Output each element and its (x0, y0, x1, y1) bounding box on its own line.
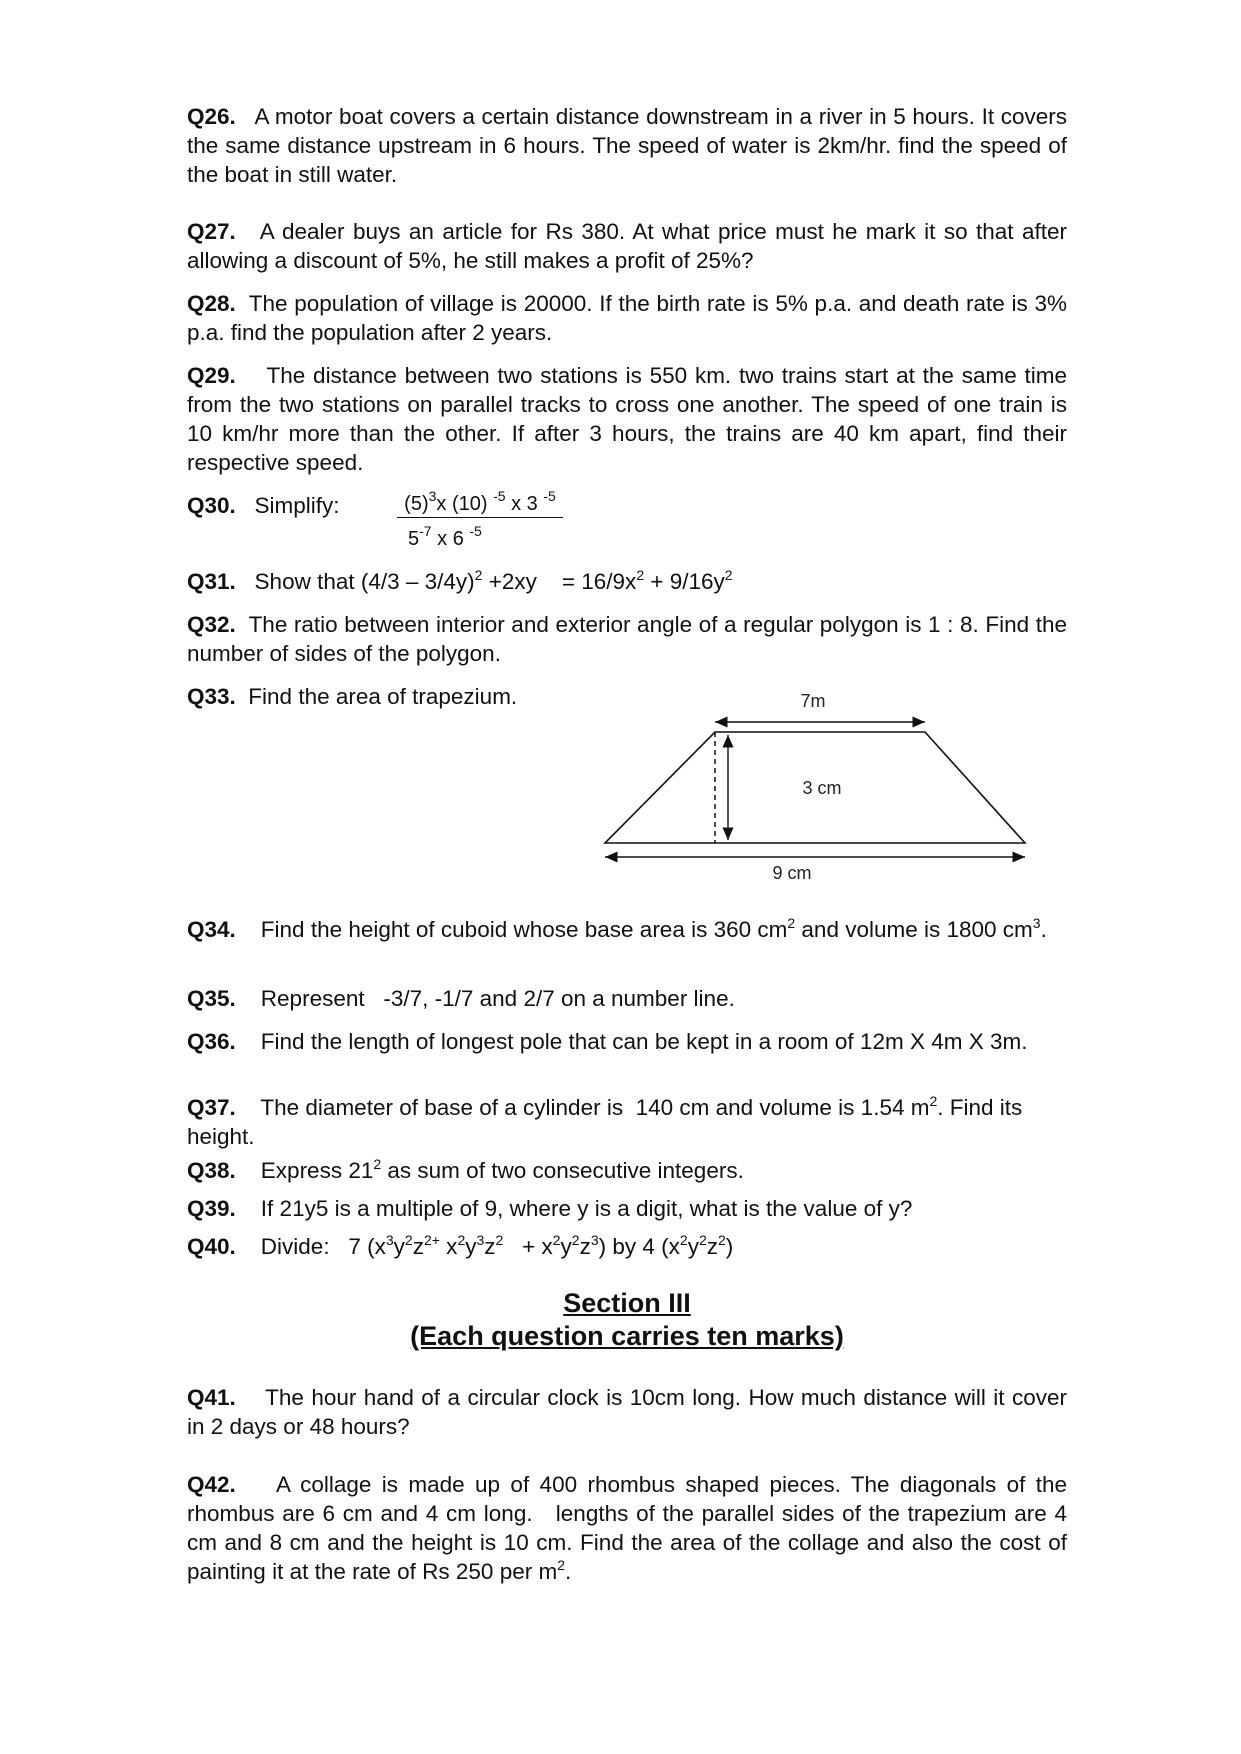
question-number: Q31. (187, 569, 236, 594)
exponent: 2 (571, 1232, 580, 1248)
question-39 (187, 1194, 1067, 1223)
question-text: The hour hand of a circular clock is 10cm long. How much distance will it cover in 2 days or 48 hours? (187, 1385, 1067, 1439)
exponent: -5 (493, 488, 506, 504)
question-number: Q39. (187, 1196, 236, 1221)
exponent: 3 (1032, 915, 1041, 931)
exponent: 2 (724, 567, 733, 583)
exponent: 2 (552, 1232, 561, 1248)
question-42 (187, 1470, 1074, 1586)
question-number: Q26. (187, 104, 236, 129)
term: y (465, 1234, 477, 1259)
question-text: and volume is 1800 cm (795, 917, 1033, 942)
question-text: A collage is made up of 400 rhombus shaped pieces. The diagonals of the rhombus are 6 cm and 4 cm long. lengths of the parallel sides of the trapezium are 4 cm and 8 cm and the height is 10 cm. Find the area of the collage and also the cost of painting it at the rate of Rs 250 per m (187, 1472, 1074, 1584)
question-text: The ratio between interior and exterior angle of a regular polygon is 1 : 8. Find the number of sides of the polygon. (187, 612, 1067, 666)
question-number: Q38. (187, 1158, 236, 1183)
question-number: Q41. (187, 1385, 236, 1410)
top-side-label: 7m (800, 691, 826, 711)
term: x 6 (431, 528, 464, 550)
question-30 (187, 491, 1067, 520)
exponent: 3 (428, 488, 437, 504)
exponent: 2 (929, 1093, 938, 1109)
exponent: 3 (385, 1232, 394, 1248)
term: +2xy = 16/9x (482, 569, 637, 594)
exponent: 3 (476, 1232, 485, 1248)
term: z (412, 1234, 424, 1259)
trapezium-figure (580, 680, 1060, 890)
question-text: as sum of two consecutive integers. (381, 1158, 744, 1183)
exponent: 2 (679, 1232, 688, 1248)
fraction-denominator (408, 523, 482, 552)
term: y (560, 1234, 572, 1259)
exponent: -5 (543, 488, 556, 504)
question-35 (187, 984, 1067, 1013)
question-32 (187, 610, 1067, 668)
term: y (393, 1234, 405, 1259)
question-26 (187, 102, 1067, 189)
height-label: 3 cm (802, 778, 842, 798)
question-text: Represent -3/7, -1/7 and 2/7 on a number line. (260, 986, 735, 1011)
term: x (439, 1234, 458, 1259)
question-text: Find the length of longest pole that can be kept in a room of 12m X 4m X 3m. (260, 1029, 1028, 1054)
question-text: If 21y5 is a multiple of 9, where y is a digit, what is the value of y? (260, 1196, 913, 1221)
exponent: 2 (698, 1232, 707, 1248)
exponent: 2 (636, 567, 645, 583)
question-number: Q27. (187, 219, 236, 244)
question-text: The distance between two stations is 550 km. two trains start at the same time from the two stations on parallel tracks to cross one another. The speed of one train is 10 km/hr more than the other. If after 3 hours, the trains are 40 km apart, find their respective speed. (187, 363, 1067, 475)
question-text: Express 21 (260, 1158, 374, 1183)
exponent: -7 (419, 523, 432, 539)
question-text: A motor boat covers a certain distance downstream in a river in 5 hours. It covers the same distance upstream in 6 hours. The speed of water is 2km/hr. find the speed of the boat in still water. (187, 104, 1067, 187)
term: ) (725, 1234, 734, 1259)
question-text: The population of village is 20000. If the birth rate is 5% p.a. and death rate is 3% p.a. find the population after 2 years. (187, 291, 1067, 345)
question-number: Q32. (187, 612, 236, 637)
term: 5 (408, 528, 420, 550)
question-text: Find the area of trapezium. (248, 684, 518, 709)
question-36 (187, 1027, 1067, 1056)
question-label: Divide: (260, 1234, 330, 1259)
exponent: 2 (457, 1232, 466, 1248)
question-text: Find the height of cuboid whose base area is 360 cm (260, 917, 788, 942)
term: + 9/16y (644, 569, 725, 594)
term: z (706, 1234, 718, 1259)
question-number: Q34. (187, 917, 236, 942)
question-text: . (565, 1559, 572, 1584)
question-number: Q35. (187, 986, 236, 1011)
term: Show that (4/3 – 3/4y) (254, 569, 475, 594)
exponent: 2 (557, 1557, 566, 1573)
expression (348, 1234, 733, 1259)
question-text: A dealer buys an article for Rs 380. At what price must he mark it so that after allowing a discount of 5%, he still makes a profit of 25%? (187, 219, 1067, 273)
question-29 (187, 361, 1067, 477)
question-text: . (1040, 917, 1047, 942)
question-number: Q30. (187, 493, 236, 518)
term: x (10) (436, 493, 488, 515)
term: 7 (x (348, 1234, 386, 1259)
term: (5) (404, 493, 429, 515)
question-number: Q40. (187, 1234, 236, 1259)
exponent: 2 (495, 1232, 504, 1248)
term: x 3 (505, 493, 538, 515)
exponent: 2+ (423, 1232, 440, 1248)
section-subtitle: (Each question carries ten marks) (410, 1321, 844, 1351)
exponent: 3 (590, 1232, 599, 1248)
question-number: Q36. (187, 1029, 236, 1054)
fraction-numerator (397, 488, 563, 518)
question-38 (187, 1156, 1067, 1185)
term: z (484, 1234, 496, 1259)
term: + x (503, 1234, 553, 1259)
question-label: Simplify: (254, 493, 340, 518)
question-27 (187, 217, 1067, 275)
question-40 (187, 1232, 1067, 1261)
question-37 (187, 1093, 1067, 1151)
expression (255, 569, 733, 594)
question-31 (187, 567, 1067, 596)
exponent: 2 (474, 567, 483, 583)
question-41 (187, 1383, 1067, 1441)
question-text: . Find its height. (187, 1095, 1023, 1149)
exponent: 2 (373, 1156, 382, 1172)
question-text: The diameter of base of a cylinder is 140 cm and volume is 1.54 m (260, 1095, 930, 1120)
question-number: Q29. (187, 363, 236, 388)
exponent: 2 (404, 1232, 413, 1248)
section-title: Section III (563, 1288, 691, 1318)
bottom-side-label: 9 cm (772, 863, 812, 883)
question-34 (187, 915, 1067, 944)
term: ) by 4 (x (598, 1234, 680, 1259)
term: z (579, 1234, 591, 1259)
question-28 (187, 289, 1067, 347)
question-number: Q37. (187, 1095, 236, 1120)
question-number: Q28. (187, 291, 236, 316)
exponent: 2 (787, 915, 796, 931)
question-number: Q33. (187, 684, 236, 709)
question-number: Q42. (187, 1472, 236, 1497)
exponent: -5 (469, 523, 482, 539)
exponent: 2 (718, 1232, 726, 1248)
term: y (687, 1234, 699, 1259)
